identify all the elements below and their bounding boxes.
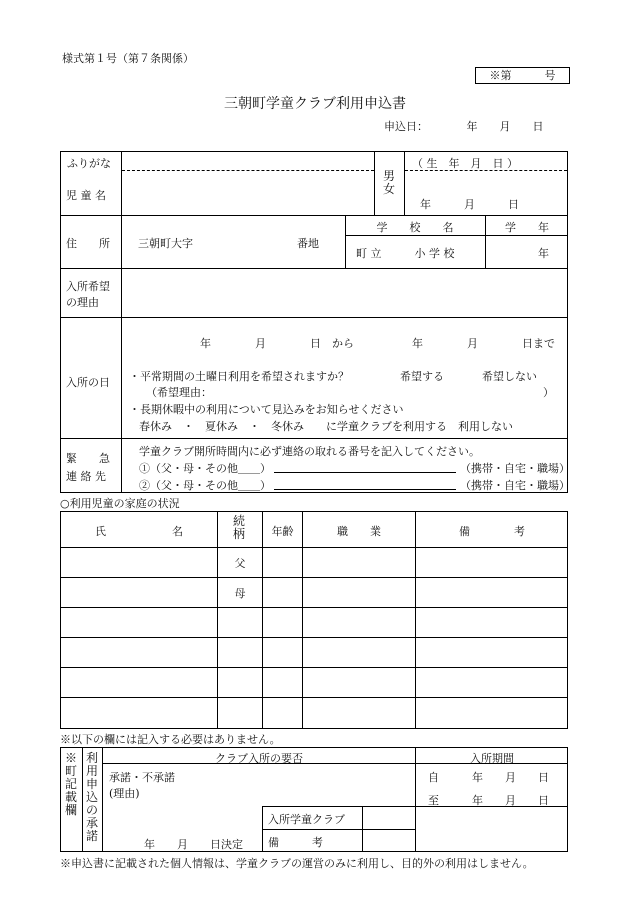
approval-reason[interactable]: (理由) xyxy=(109,787,140,800)
saturday-option-yes[interactable]: 希望する xyxy=(400,370,444,383)
emergency-contact-1-relation[interactable]: ①（父・母・その他＿＿） xyxy=(139,462,271,475)
family-row-relation: 母 xyxy=(234,587,246,600)
emergency-label-2: 連 絡 先 xyxy=(66,470,106,483)
entry-period-from[interactable]: 自 年 月 日 xyxy=(428,771,549,784)
reason-label: 入所希望 xyxy=(66,280,110,293)
emergency-contact-2-number[interactable] xyxy=(274,480,456,490)
sex-label[interactable]: 男女 xyxy=(382,169,395,196)
entry-date-label: 入所の日 xyxy=(66,376,110,389)
birthdate-field[interactable]: 年 月 日 xyxy=(420,198,519,211)
family-header-occupation: 職 業 xyxy=(337,525,381,538)
school-name-field[interactable]: 町 立 小 学 校 xyxy=(356,247,455,260)
entry-period-header: 入所期間 xyxy=(470,752,514,765)
office-use-column-label: ※町記載欄 xyxy=(64,751,77,817)
school-name-header: 学 校 名 xyxy=(376,221,454,234)
emergency-label: 緊 急 xyxy=(66,452,110,465)
approval-column-label: 利用申込の承諾 xyxy=(85,751,98,843)
family-section-title: ○利用児童の家庭の状況 xyxy=(60,497,180,510)
family-row-relation: 父 xyxy=(234,557,246,570)
entry-period-to[interactable]: 至 年 月 日 xyxy=(428,794,549,807)
emergency-contact-2-type[interactable]: （携帯・自宅・職場） xyxy=(460,479,570,492)
reason-label-2: の理由 xyxy=(66,296,99,309)
family-header-age: 年齢 xyxy=(271,525,294,538)
family-header-remarks: 備 考 xyxy=(459,525,525,538)
grade-header: 学 年 xyxy=(505,221,549,234)
family-header-name: 氏 名 xyxy=(95,525,183,538)
office-use-note: ※以下の欄には記入する必要はありません。 xyxy=(60,733,281,746)
holiday-question: ・長期休暇中の利用について見込みをお知らせください xyxy=(129,403,404,416)
furigana-label: ふりがな xyxy=(67,157,111,170)
banchi-label: 番地 xyxy=(297,237,319,250)
application-date: 申込日： 年 月 日 xyxy=(384,120,544,133)
saturday-option-no[interactable]: 希望しない xyxy=(482,370,537,383)
grade-field[interactable]: 年 xyxy=(538,247,549,260)
form-title: 三朝町学童クラブ利用申込書 xyxy=(224,96,406,112)
saturday-reason-close: ） xyxy=(543,386,554,399)
address-label: 住 所 xyxy=(66,237,110,250)
entry-until-date[interactable]: 年 月 日まで xyxy=(412,337,555,350)
child-name-field[interactable] xyxy=(124,172,372,212)
birthdate-header: （ 生 年 月 日 ） xyxy=(412,157,518,170)
holiday-options[interactable]: 春休み ・ 夏休み ・ 冬休み に学童クラブを利用する 利用しない xyxy=(139,420,513,433)
assigned-club-label: 入所学童クラブ xyxy=(268,813,345,826)
child-name-label: 児 童 名 xyxy=(66,189,106,202)
decision-date[interactable]: 年 月 日決定 xyxy=(144,838,243,851)
reason-field[interactable] xyxy=(124,271,564,313)
emergency-note: 学童クラブ開所時間内に必ず連絡の取れる番号を記入してください。 xyxy=(139,445,480,458)
approval-status[interactable]: 承諾・不承諾 xyxy=(109,771,175,784)
approval-header: クラブ入所の要否 xyxy=(215,752,303,765)
saturday-reason-field[interactable]: （希望理由： xyxy=(146,386,212,399)
remarks-label: 備 考 xyxy=(268,836,323,849)
emergency-contact-1-type[interactable]: （携帯・自宅・職場） xyxy=(460,462,570,475)
privacy-note: ※申込書に記載された個人情報は、学童クラブの運営のみに利用し、目的外の利用はしません。 xyxy=(60,857,534,870)
form-number: 様式第１号（第７条関係） xyxy=(62,52,194,65)
family-header-relation: 続柄 xyxy=(232,514,245,541)
address-value[interactable]: 三朝町大字 xyxy=(138,237,193,250)
emergency-contact-1-number[interactable] xyxy=(274,463,456,473)
reference-number-box: ※第 号 xyxy=(475,67,570,84)
saturday-question: ・平常期間の土曜日利用を希望されますか？ xyxy=(129,370,349,383)
entry-from-date[interactable]: 年 月 日 から xyxy=(200,337,354,350)
emergency-contact-2-relation[interactable]: ②（父・母・その他＿＿） xyxy=(139,479,271,492)
